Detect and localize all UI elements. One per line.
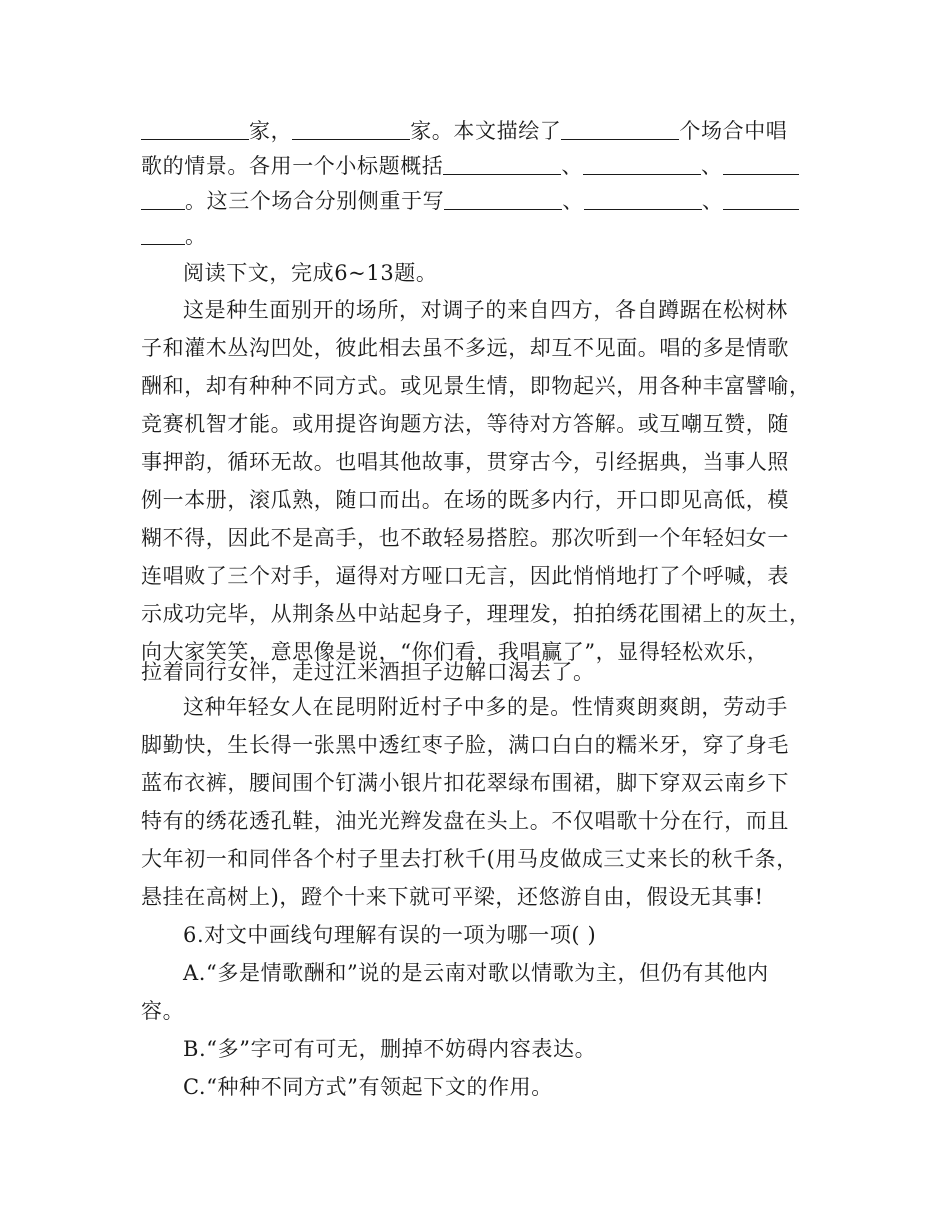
option-a-line: A.“多是情歌酬和”说的是云南对歌以情歌为主，但仍有其他内 [183, 961, 769, 985]
paragraph-2-line: 大年初一和同伴各个村子里去打秋千(用马皮做成三丈来长的秋千条， [141, 847, 798, 871]
question-6: 6.对文中画线句理解有误的一项为哪一项( ) [183, 923, 597, 947]
text-segment: 歌的情景。各用一个小标题概括 [141, 154, 444, 178]
paragraph-2-line: 脚勤快，生长得一张黑中透红枣子脸，满口白白的糯米牙，穿了身毛 [141, 733, 789, 757]
fill-in-line-2 [141, 149, 799, 183]
paragraph-1-line: 向大家笑笑，意思像是说，“你们看，我唱赢了”，显得轻松欢乐， [141, 640, 769, 664]
reading-instruction: 阅读下文，完成6~13题。 [183, 261, 438, 285]
paragraph-2-line: 特有的绣花透孔鞋，油光光辫发盘在头上。不仅唱歌十分在行，而且 [141, 809, 789, 833]
answer-blank[interactable] [723, 152, 799, 175]
paragraph-1-line: 子和灌木丛沟凹处，彼此相去虽不多远，却互不见面。唱的多是情歌 [141, 336, 789, 360]
text-segment: 、 [701, 154, 723, 178]
text-segment: 家， [249, 119, 293, 143]
paragraph-1-line: 酬和，却有种种不同方式。或见景生情，即物起兴，用各种丰富譬喻， [141, 374, 811, 398]
fill-in-line-4 [141, 219, 207, 253]
answer-blank[interactable] [443, 152, 561, 175]
answer-blank[interactable] [292, 117, 410, 140]
answer-blank[interactable] [561, 117, 679, 140]
paragraph-1-line: 事押韵，循环无故。也唱其他故事，贯穿古今，引经据典，当事人照 [141, 450, 789, 474]
answer-blank[interactable] [584, 187, 702, 210]
fill-in-line-1 [141, 114, 787, 148]
text-segment: 个场合中唱 [679, 119, 788, 143]
text-segment: 家。本文描绘了 [410, 119, 562, 143]
paragraph-2-line: 蓝布衣裤，腰间围个钉满小银片扣花翠绿布围裙，脚下穿双云南乡下 [141, 771, 789, 795]
fill-in-line-3 [141, 184, 799, 218]
answer-blank[interactable] [444, 187, 562, 210]
text-segment: 。 [185, 224, 207, 248]
paragraph-1-line: 示成功完毕，从荆条丛中站起身子，理理发，拍拍绣花围裙上的灰土， [141, 602, 811, 626]
paragraph-1-line: 竞赛机智才能。或用提咨询题方法，等待对方答解。或互嘲互赞，随 [141, 412, 789, 436]
paragraph-1-line: 糊不得，因此不是高手，也不敢轻易搭腔。那次听到一个年轻妇女一 [141, 526, 789, 550]
paragraph-2-line: 这种年轻女人在昆明附近村子中多的是。性情爽朗爽朗，劳动手 [183, 695, 788, 719]
answer-blank[interactable] [141, 222, 185, 245]
answer-blank[interactable] [141, 187, 185, 210]
text-segment: 、 [562, 189, 584, 213]
option-a-line: 容。 [141, 999, 185, 1023]
text-segment: 。这三个场合分别侧重于写 [185, 189, 445, 213]
option-b: B.“多”字可有可无，删掉不妨碍内容表达。 [183, 1037, 597, 1061]
paragraph-2-line: 悬挂在高树上)，蹬个十来下就可平梁，还悠游自由，假设无其事! [141, 885, 764, 909]
option-c: C.“种种不同方式”有领起下文的作用。 [183, 1075, 553, 1099]
paragraph-1-line: 例一本册，滚瓜熟，随口而出。在场的既多内行，开口即见高低，模 [141, 488, 789, 512]
paragraph-1-line: 拉着同行女伴，走过江米酒担子边解口渴去了。 [141, 660, 595, 684]
paragraph-1-line: 这是种生面别开的场所，对调子的来自四方，各自蹲踞在松树林 [183, 298, 788, 322]
answer-blank[interactable] [141, 117, 249, 140]
answer-blank[interactable] [583, 152, 701, 175]
answer-blank[interactable] [723, 187, 799, 210]
paragraph-1-line: 连唱败了三个对手，逼得对方哑口无言，因此悄悄地打了个呼喊，表 [141, 564, 789, 588]
text-segment: 、 [561, 154, 584, 178]
text-segment: 、 [701, 189, 724, 213]
